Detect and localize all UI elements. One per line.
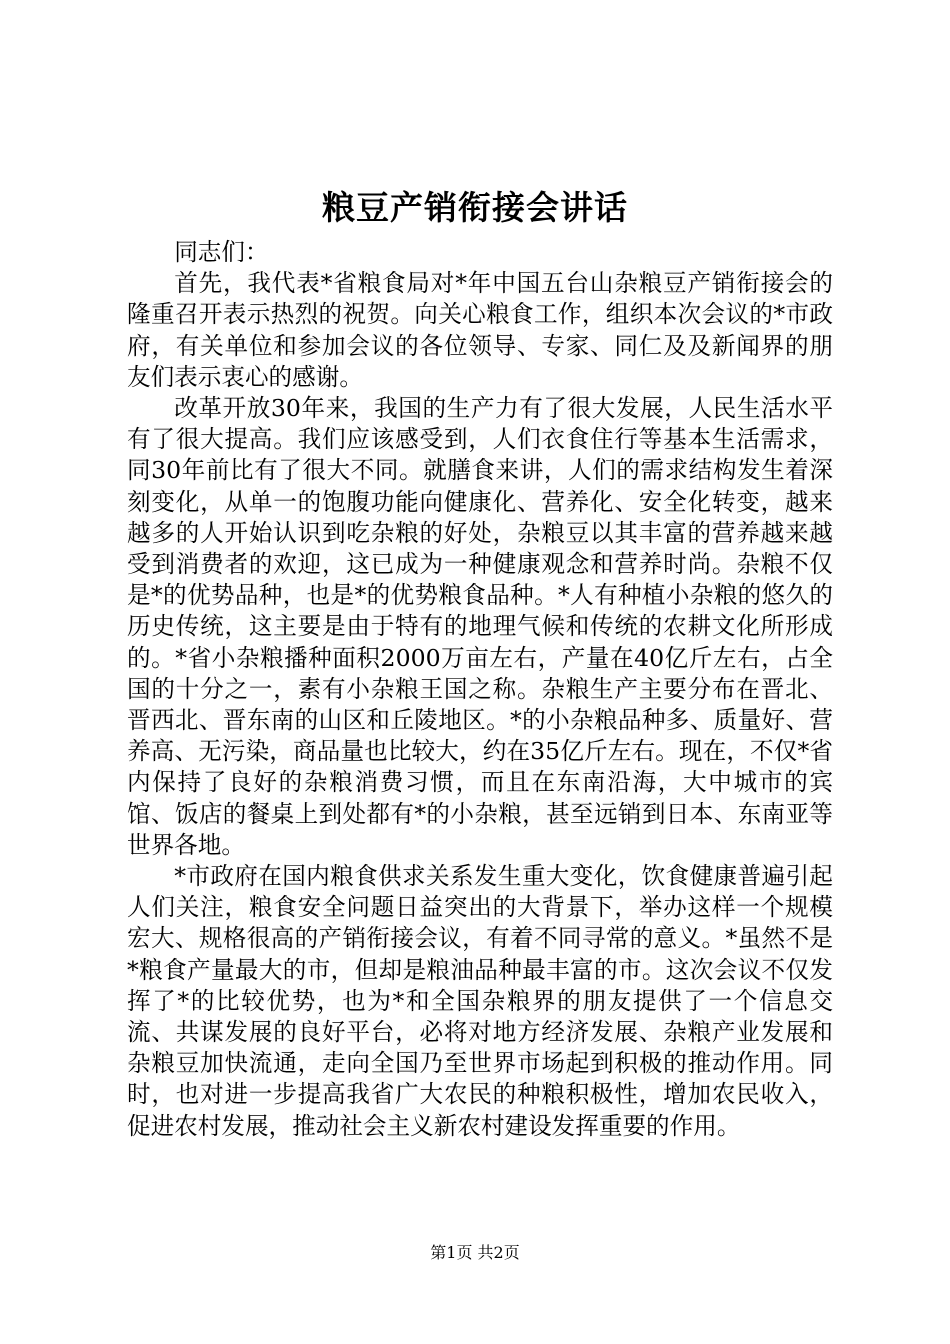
paragraph-3: *市政府在国内粮食供求关系发生重大变化，饮食健康普遍引起人们关注，粮食安全问题日益突出的大背景下，举办这样一个规模宏大、规格很高的产销衔接会议，有着不同寻常的意义。*虽然不是*粮食产量最大的市，但却是粮油品种最丰富的市。这次会议不仅发挥了*的比较优势，也为*和全国杂粮界的朋友提供了一个信息交流、共谋发展的良好平台，必将对地方经济发展、杂粮产业发展和杂粮豆加快流通，走向全国乃至世界市场起到积极的推动作用。同时，也对进一步提高我省广大农民的种粮积极性，增加农民收入，促进农村发展，推动社会主义新农村建设发挥重要的作用。	[127, 862, 833, 1140]
page-footer: 第1页 共2页	[430, 1243, 520, 1262]
paragraph-2: 改革开放30年来，我国的生产力有了很大发展，人民生活水平有了很大提高。我们应该感受到，人们衣食住行等基本生活需求，同30年前比有了很大不同。就膳食来讲，人们的需求结构发生着深刻变化，从单一的饱腹功能向健康化、营养化、安全化转变，越来越多的人开始认识到吃杂粮的好处，杂粮豆以其丰富的营养越来越受到消费者的欢迎，这已成为一种健康观念和营养时尚。杂粮不仅是*的优势品种，也是*的优势粮食品种。*人有种植小杂粮的悠久的历史传统，这主要是由于特有的地理气候和传统的农耕文化所形成的。*省小杂粮播种面积2000万亩左右，产量在40亿斤左右，占全国的十分之一，素有小杂粮王国之称。杂粮生产主要分布在晋北、晋西北、晋东南的山区和丘陵地区。*的小杂粮品种多、质量好、营养高、无污染，商品量也比较大，约在35亿斤左右。现在，不仅*省内保持了良好的杂粮消费习惯，而且在东南沿海，大中城市的宾馆、饭店的餐桌上到处都有*的小杂粮，甚至远销到日本、东南亚等世界各地。	[127, 394, 833, 859]
document-title: 粮豆产销衔接会讲话	[322, 188, 628, 227]
document-body	[127, 237, 833, 1142]
salutation: 同志们：	[174, 238, 269, 266]
paragraph-1: 首先，我代表*省粮食局对*年中国五台山杂粮豆产销衔接会的隆重召开表示热烈的祝贺。向关心粮食工作，组织本次会议的*市政府，有关单位和参加会议的各位领导、专家、同仁及及新闻界的朋友们表示衷心的感谢。	[127, 269, 833, 391]
